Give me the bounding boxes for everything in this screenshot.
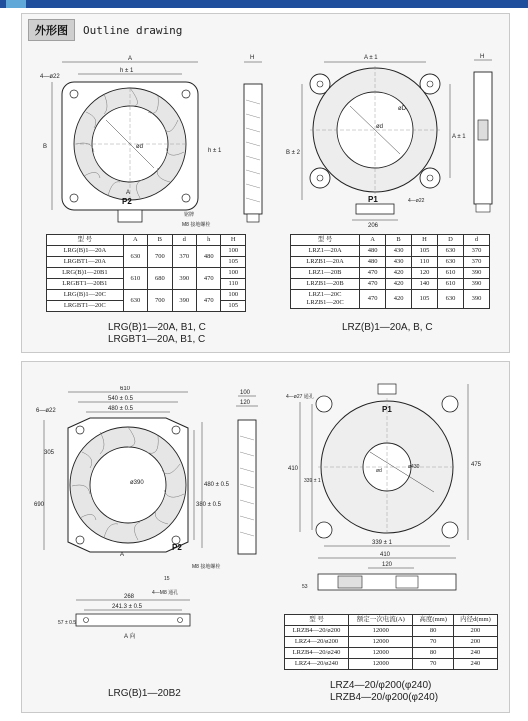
view-a-arrow-label: A — [120, 552, 125, 558]
p1-terminal-label: P1 — [368, 195, 378, 204]
table-row — [285, 626, 498, 637]
hole-spec-label: 4—ø22 — [40, 74, 60, 80]
caption-line: LRZB4—20/φ200(φ240) — [330, 692, 439, 703]
table-cell: 110 — [221, 279, 246, 290]
table-row — [47, 268, 246, 279]
table-cell: 610 — [438, 268, 464, 279]
table-cell: 420 — [386, 268, 412, 279]
section-badge: 外形图 — [28, 19, 75, 41]
dim-H-label: H — [480, 54, 485, 60]
lrg-20b2-caption — [108, 688, 181, 700]
table-cell: 100 — [221, 268, 246, 279]
table-cell: 370 — [463, 257, 489, 268]
table-header: 型 号 — [291, 235, 360, 246]
dim-d390-label: ø390 — [130, 480, 144, 486]
table-cell: 610 — [123, 268, 147, 290]
table-cell: 120 — [412, 268, 438, 279]
lrz-outline-drawing — [280, 50, 502, 228]
caption-line: LRG(B)1—20B2 — [108, 688, 181, 699]
table-header: H — [412, 235, 438, 246]
dim-120-label: 120 — [240, 400, 251, 406]
dim-540-label: 540 ± 0.5 — [108, 396, 133, 402]
table-header: B — [386, 235, 412, 246]
table-header: H — [221, 235, 246, 246]
dim-241-label: 241.3 ± 0.5 — [112, 604, 142, 610]
table-header: 额定一次电流(A) — [349, 615, 413, 626]
outline-panel-top — [21, 13, 510, 353]
table-cell: 390 — [172, 268, 196, 290]
table-cell: 470 — [197, 290, 221, 312]
dim-100-label: 100 — [240, 390, 251, 396]
table-cell: 110 — [412, 257, 438, 268]
dim-width-label: 206 — [368, 223, 379, 228]
table-cell: 240 — [453, 648, 497, 659]
table-cell: 100 — [221, 290, 246, 301]
table-row — [47, 246, 246, 257]
table-cell: 80 — [413, 626, 453, 637]
table-cell: 480 — [360, 257, 386, 268]
table-row — [285, 659, 498, 670]
m8-holes-label: 4—M8 通孔 — [152, 590, 179, 596]
table-cell: 480 — [197, 246, 221, 268]
p1-terminal-label: P1 — [382, 405, 392, 414]
lrz4-caption — [330, 680, 438, 704]
table-cell: 420 — [386, 279, 412, 290]
table-row — [285, 637, 498, 648]
table-cell: LRG(B)1—20A — [47, 246, 124, 257]
table-cell: 630 — [438, 290, 464, 309]
lrz4-spec-table — [284, 614, 498, 670]
view-a-label: A 向 — [124, 634, 136, 640]
top-header-bar — [0, 0, 528, 8]
table-cell: 80 — [413, 648, 453, 659]
table-cell: 370 — [172, 246, 196, 268]
table-cell: 140 — [412, 279, 438, 290]
dim-268-label: 268 — [124, 594, 135, 600]
ground-bolt-label: M8 接地螺栓 — [182, 222, 211, 228]
outline-panel-bottom — [21, 361, 510, 713]
caption-line: LRGBT1—20A, B1, C — [108, 334, 206, 345]
table-cell: 630 — [438, 257, 464, 268]
dim-53-label: 53 — [302, 584, 308, 590]
table-header: A — [360, 235, 386, 246]
caption-line: LRZ(B)1—20A, B, C — [342, 322, 433, 333]
table-cell: LRG(B)1—20C — [47, 290, 124, 301]
table-header: A — [123, 235, 147, 246]
table-cell: 700 — [148, 246, 172, 268]
dim-475-label: 475 — [471, 462, 482, 468]
table-header: 内径d(mm) — [453, 615, 497, 626]
table-cell: LRGBT1—20B1 — [47, 279, 124, 290]
table-cell: LRG(B)1—20B1 — [47, 268, 124, 279]
table-cell: 12000 — [349, 637, 413, 648]
table-cell: 470 — [197, 268, 221, 290]
table-cell: LRZ1—20C LRZB1—20C — [291, 290, 360, 309]
lrz-spec-table — [290, 234, 490, 309]
table-cell: 105 — [412, 290, 438, 309]
table-cell: LRZB1—20B — [291, 279, 360, 290]
table-cell: 470 — [360, 279, 386, 290]
dim-d-label: ød — [376, 468, 382, 474]
table-cell: 12000 — [349, 648, 413, 659]
table-cell: 240 — [453, 659, 497, 670]
table-cell: 630 — [123, 290, 147, 312]
dim-a-label: A — [128, 56, 133, 62]
catalog-page — [21, 13, 510, 713]
table-cell: 390 — [463, 290, 489, 309]
dim-a-label: A ± 1 — [364, 55, 378, 61]
dim-d-label: ød — [376, 124, 384, 130]
table-row — [291, 268, 490, 279]
table-row — [47, 290, 246, 301]
dim-b-label: B ± 2 — [286, 150, 300, 156]
table-cell: LRZB4—20/ø200 — [285, 626, 349, 637]
table-cell: 390 — [463, 268, 489, 279]
table-header: 高度(mm) — [413, 615, 453, 626]
dim-h-side-label: h ± 1 — [208, 148, 222, 154]
dim-410-label: 410 — [288, 466, 299, 472]
table-cell: LRZ1—20A — [291, 246, 360, 257]
dim-410h-label: 410 — [380, 552, 391, 558]
table-cell: 200 — [453, 637, 497, 648]
table-cell: 630 — [123, 246, 147, 268]
table-row — [291, 257, 490, 268]
table-cell: 420 — [386, 290, 412, 309]
dim-480v-label: 480 ± 0.5 — [204, 482, 229, 488]
table-header: B — [148, 235, 172, 246]
table-cell: 390 — [463, 279, 489, 290]
table-row — [291, 246, 490, 257]
table-header: d — [172, 235, 196, 246]
p2-terminal-label: P2 — [172, 543, 182, 552]
caption-line: LRZ4—20/φ200(φ240) — [330, 680, 432, 691]
table-cell: LRZB4—20/ø240 — [285, 648, 349, 659]
table-header: d — [463, 235, 489, 246]
view-a-arrow-label: A — [126, 190, 131, 196]
table-cell: 390 — [172, 290, 196, 312]
table-header: 型 号 — [47, 235, 124, 246]
table-cell: 480 — [360, 246, 386, 257]
caption-line: LRG(B)1—20A, B1, C — [108, 322, 206, 333]
table-cell: LRGBT1—20C — [47, 301, 124, 312]
table-header: 型 号 — [285, 615, 349, 626]
table-cell: 680 — [148, 268, 172, 290]
lrg-spec-table — [46, 234, 246, 312]
dim-339v-label: 339 ± 1 — [304, 478, 321, 484]
dim-D-label: øD — [398, 106, 406, 112]
lrg-outline-drawing — [40, 48, 274, 228]
dim-d430-label: ø430 — [408, 464, 420, 470]
dim-120-label: 120 — [382, 562, 393, 568]
company-logo — [6, 0, 26, 8]
hole-spec-label: 4—ø27 通孔 — [286, 394, 314, 400]
table-header: h — [197, 235, 221, 246]
section-title: Outline drawing — [83, 23, 183, 37]
table-cell: 470 — [360, 290, 386, 309]
table-cell: LRZ4—20/ø200 — [285, 637, 349, 648]
ground-bolt-label: M8 接地螺栓 — [192, 564, 221, 570]
dim-side-label: A ± 1 — [452, 134, 466, 140]
lrg-caption — [108, 322, 206, 346]
hole-spec-label: 4—ø22 — [408, 198, 425, 204]
dim-H-label: H — [250, 55, 255, 61]
dim-d-label: ød — [136, 144, 144, 150]
table-cell: 12000 — [349, 626, 413, 637]
dim-480-label: 480 ± 0.5 — [108, 406, 133, 412]
dim-380-label: 380 ± 0.5 — [196, 502, 221, 508]
p2-terminal-label: P2 — [122, 197, 132, 206]
table-cell: 370 — [463, 246, 489, 257]
table-cell: 630 — [438, 246, 464, 257]
table-cell: 430 — [386, 246, 412, 257]
lrg-20b2-drawing — [32, 386, 270, 642]
table-cell: 200 — [453, 626, 497, 637]
nameplate-label: 铭牌 — [184, 212, 195, 218]
dim-h-label: h ± 1 — [120, 68, 134, 74]
dim-690-label: 690 — [34, 502, 45, 508]
table-header: D — [438, 235, 464, 246]
dim-610-label: 610 — [120, 386, 131, 392]
hole-spec-label: 6—ø22 — [36, 408, 56, 414]
table-cell: LRGBT1—20A — [47, 257, 124, 268]
table-cell: LRZB1—20A — [291, 257, 360, 268]
table-cell: 12000 — [349, 659, 413, 670]
section-header — [28, 20, 182, 40]
table-cell: 470 — [360, 268, 386, 279]
table-cell: 70 — [413, 659, 453, 670]
dim-15-label: 15 — [164, 576, 170, 582]
lrz4-outline-drawing — [284, 382, 502, 604]
table-row — [291, 290, 490, 309]
table-cell: 100 — [221, 246, 246, 257]
table-row — [291, 279, 490, 290]
lrz-caption — [342, 322, 433, 334]
table-cell: 105 — [221, 257, 246, 268]
dim-57-label: 57 ± 0.5 — [58, 620, 77, 626]
table-cell: LRZ4—20/ø240 — [285, 659, 349, 670]
table-cell: 105 — [221, 301, 246, 312]
dim-339h-label: 339 ± 1 — [372, 540, 392, 546]
table-cell: LRZ1—20B — [291, 268, 360, 279]
table-cell: 700 — [148, 290, 172, 312]
table-cell: 430 — [386, 257, 412, 268]
table-row — [285, 648, 498, 659]
dim-305-label: 305 — [44, 450, 55, 456]
dim-b-label: B — [43, 144, 48, 150]
table-cell: 70 — [413, 637, 453, 648]
table-cell: 610 — [438, 279, 464, 290]
table-cell: 105 — [412, 246, 438, 257]
